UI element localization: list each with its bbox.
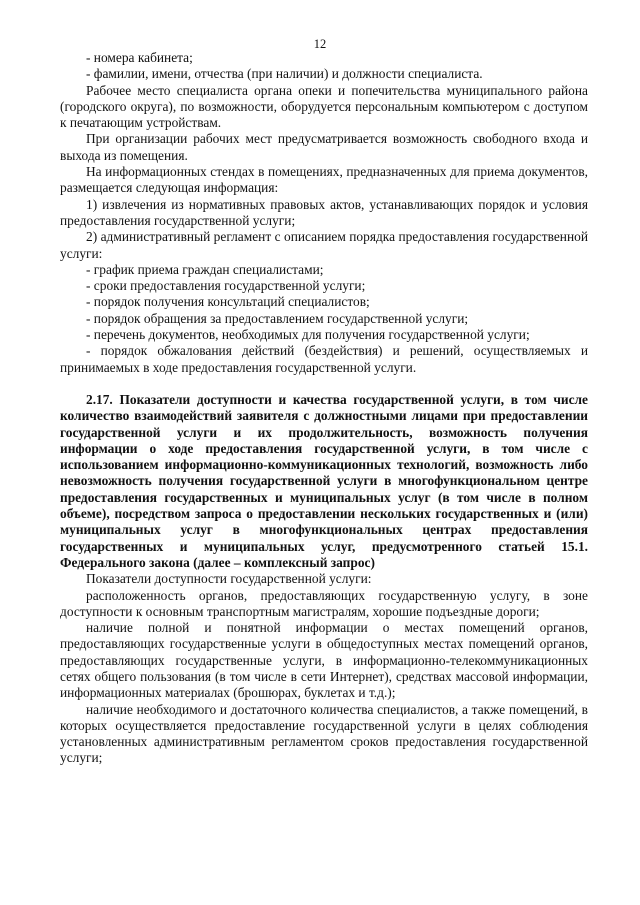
list-item: - график приема граждан специалистами; — [86, 261, 324, 277]
list-item: - порядок обращения за предоставлением государственной услуги; — [86, 310, 469, 326]
paragraph: 1) извлечения из нормативных правовых актов, устанавливающих порядок и условия предоставления государственной услуги; — [60, 196, 588, 228]
page-number: 12 — [313, 37, 327, 51]
paragraph: 2) административный регламент с описанием порядка предоставления государственной услуги: — [60, 229, 588, 261]
paragraph: - фамилии, имени, отчества (при наличии) и должности специалиста. — [86, 66, 483, 82]
paragraph: наличие необходимого и достаточного количества специалистов, а также помещений, в которых осуществляется предоставление государственной услуги в целях соблюдения установленных административным регламентом сроков предоставления государственной услуги; — [60, 701, 588, 766]
section-spacer — [60, 376, 588, 392]
list-item: - сроки предоставления государственной услуги; — [86, 278, 366, 294]
paragraph: При организации рабочих мест предусматривается возможность свободного входа и выхода из помещения. — [60, 131, 588, 163]
list-item: - порядок получения консультаций специалистов; — [86, 294, 370, 310]
section-heading: 2.17. Показатели доступности и качества государственной услуги, в том числе количество взаимодействий заявителя с должностными лицами при предоставлении государственной услуги и их продолжительность, возможность получения информации о ходе предоставления государственной услуги, в том числе с использованием информационно-коммуникационных технологий, возможность либо невозможность получения государственной услуги в многофункциональном центре предоставления государственных и муниципальных услуг (в том числе в полном объеме), посредством запроса о предоставлении нескольких государственных и (или) муниципальных услуг в многофункциональных центрах предоставления государственных и муниципальных услуг, предусмотренного статьей 15.1. Федерального закона (далее – комплексный запрос) — [60, 391, 588, 570]
paragraph: наличие полной и понятной информации о местах помещений органов, предоставляющих государственные услуги в общедоступных местах помещений органов, предоставляющих государственные услуги, в информационно-телекоммуникационных сетях общего пользования (в том числе в сети Интернет), средствах массовой информации, информационных материалах (брошюрах, буклетах и т.д.); — [60, 620, 588, 701]
paragraph: На информационных стендах в помещениях, предназначенных для приема документов, размещается следующая информация: — [60, 164, 588, 196]
document-body — [60, 50, 588, 767]
list-item: - порядок обжалования действий (бездействия) и решений, осуществляемых и принимаемых в ходе предоставления государственной услуги. — [60, 343, 588, 375]
list-item: - перечень документов, необходимых для получения государственной услуги; — [86, 327, 530, 343]
paragraph: Показатели доступности государственной услуги: — [86, 571, 372, 587]
paragraph: расположенность органов, предоставляющих государственную услугу, в зоне доступности к основным транспортным магистралям, хорошие подъездные дороги; — [60, 587, 588, 619]
paragraph: - номера кабинета; — [86, 50, 193, 65]
paragraph: Рабочее место специалиста органа опеки и попечительства муниципального района (городского округа), по возможности, оборудуется персональным компьютером с доступом к печатающим устройствам. — [60, 82, 588, 131]
